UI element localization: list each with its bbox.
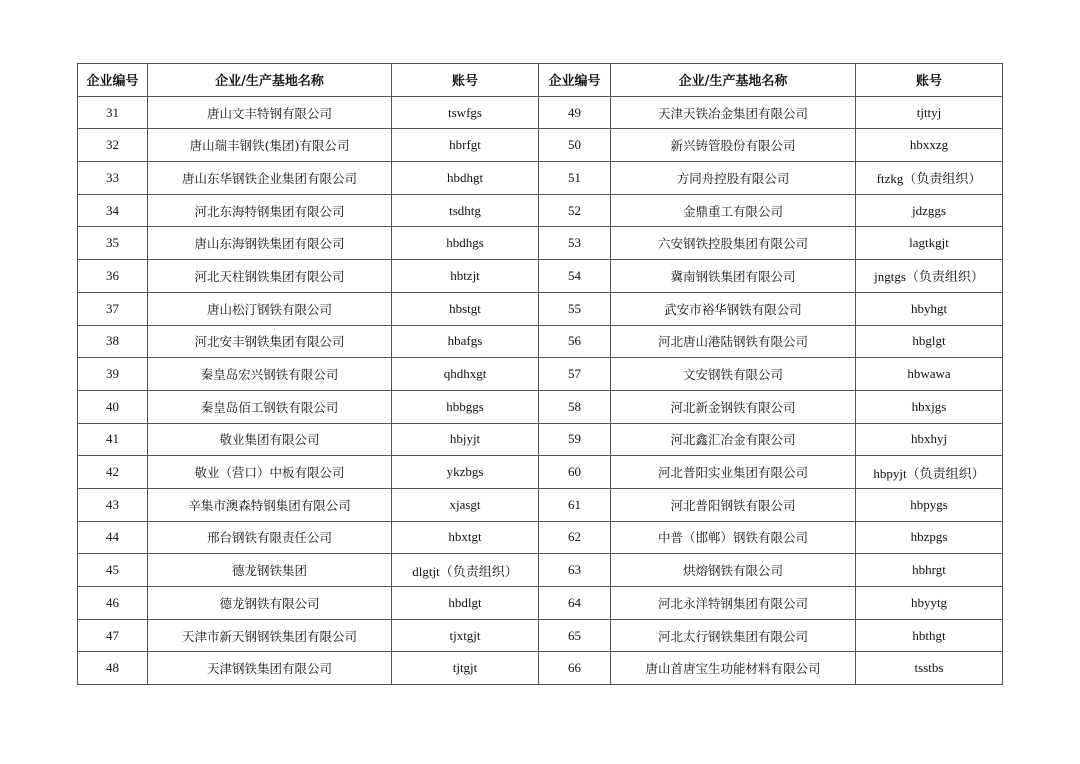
account-cell: tswfgs	[392, 96, 539, 129]
table-row	[78, 488, 1003, 521]
account-cell: hbxxzg	[856, 129, 1003, 162]
enterprise-id-cell: 56	[539, 325, 611, 358]
header-row	[78, 64, 1003, 97]
enterprise-id-cell: 55	[539, 292, 611, 325]
table-body	[78, 96, 1003, 684]
enterprise-id-cell: 38	[78, 325, 148, 358]
table-row	[78, 423, 1003, 456]
account-cell: hbrfgt	[392, 129, 539, 162]
table-row	[78, 162, 1003, 195]
account-cell: ykzbgs	[392, 456, 539, 489]
account-cell: tjttyj	[856, 96, 1003, 129]
account-cell: tjxtgjt	[392, 619, 539, 652]
enterprise-id-cell: 61	[539, 488, 611, 521]
enterprise-name-cell: 六安钢铁控股集团有限公司	[611, 227, 856, 260]
account-cell: tsdhtg	[392, 194, 539, 227]
account-cell: hbxtgt	[392, 521, 539, 554]
table-row	[78, 358, 1003, 391]
account-cell: hbpygs	[856, 488, 1003, 521]
enterprise-name-cell: 中普（邯郸）钢铁有限公司	[611, 521, 856, 554]
enterprise-name-cell: 辛集市澳森特钢集团有限公司	[148, 488, 392, 521]
enterprise-name-cell: 新兴铸管股份有限公司	[611, 129, 856, 162]
account-cell: jngtgs（负责组织）	[856, 260, 1003, 293]
enterprise-name-cell: 文安钢铁有限公司	[611, 358, 856, 391]
enterprise-name-cell: 天津市新天钢钢铁集团有限公司	[148, 619, 392, 652]
header-enterprise-id-left: 企业编号	[78, 64, 148, 97]
enterprise-id-cell: 35	[78, 227, 148, 260]
table-row	[78, 96, 1003, 129]
account-cell: xjasgt	[392, 488, 539, 521]
enterprise-id-cell: 33	[78, 162, 148, 195]
enterprise-name-cell: 唐山东海钢铁集团有限公司	[148, 227, 392, 260]
enterprise-name-cell: 敬业（营口）中板有限公司	[148, 456, 392, 489]
account-cell: hbxhyj	[856, 423, 1003, 456]
enterprise-id-cell: 66	[539, 652, 611, 685]
account-cell: tsstbs	[856, 652, 1003, 685]
account-cell: hbxjgs	[856, 390, 1003, 423]
enterprise-id-cell: 41	[78, 423, 148, 456]
enterprise-name-cell: 德龙钢铁有限公司	[148, 587, 392, 620]
enterprise-account-table	[77, 63, 1003, 685]
enterprise-name-cell: 冀南钢铁集团有限公司	[611, 260, 856, 293]
table-row	[78, 325, 1003, 358]
enterprise-id-cell: 40	[78, 390, 148, 423]
account-cell: hbthgt	[856, 619, 1003, 652]
account-cell: hbzpgs	[856, 521, 1003, 554]
account-cell: hbbggs	[392, 390, 539, 423]
enterprise-id-cell: 32	[78, 129, 148, 162]
table-row	[78, 194, 1003, 227]
enterprise-id-cell: 62	[539, 521, 611, 554]
enterprise-name-cell: 邢台钢铁有限责任公司	[148, 521, 392, 554]
table-row	[78, 292, 1003, 325]
account-cell: hbjyjt	[392, 423, 539, 456]
enterprise-name-cell: 河北普阳实业集团有限公司	[611, 456, 856, 489]
account-cell: hbdlgt	[392, 587, 539, 620]
enterprise-name-cell: 唐山首唐宝生功能材料有限公司	[611, 652, 856, 685]
header-enterprise-name-left: 企业/生产基地名称	[148, 64, 392, 97]
enterprise-name-cell: 秦皇岛宏兴钢铁有限公司	[148, 358, 392, 391]
enterprise-name-cell: 河北天柱钢铁集团有限公司	[148, 260, 392, 293]
account-cell: hbdhgs	[392, 227, 539, 260]
account-cell: lagtkgjt	[856, 227, 1003, 260]
account-cell: qhdhxgt	[392, 358, 539, 391]
enterprise-id-cell: 53	[539, 227, 611, 260]
account-cell: tjtgjt	[392, 652, 539, 685]
enterprise-id-cell: 59	[539, 423, 611, 456]
enterprise-name-cell: 烘熔钢铁有限公司	[611, 554, 856, 587]
account-cell: hbtzjt	[392, 260, 539, 293]
table-row	[78, 521, 1003, 554]
enterprise-id-cell: 50	[539, 129, 611, 162]
enterprise-id-cell: 57	[539, 358, 611, 391]
account-cell: hbglgt	[856, 325, 1003, 358]
enterprise-name-cell: 唐山松汀钢铁有限公司	[148, 292, 392, 325]
enterprise-id-cell: 51	[539, 162, 611, 195]
enterprise-id-cell: 39	[78, 358, 148, 391]
header-enterprise-id-right: 企业编号	[539, 64, 611, 97]
enterprise-account-table-container	[77, 63, 1002, 685]
enterprise-id-cell: 64	[539, 587, 611, 620]
enterprise-name-cell: 唐山东华钢铁企业集团有限公司	[148, 162, 392, 195]
enterprise-name-cell: 河北太行钢铁集团有限公司	[611, 619, 856, 652]
enterprise-id-cell: 60	[539, 456, 611, 489]
enterprise-name-cell: 武安市裕华钢铁有限公司	[611, 292, 856, 325]
table-header	[78, 64, 1003, 97]
enterprise-id-cell: 54	[539, 260, 611, 293]
enterprise-name-cell: 天津钢铁集团有限公司	[148, 652, 392, 685]
enterprise-id-cell: 36	[78, 260, 148, 293]
table-row	[78, 129, 1003, 162]
enterprise-id-cell: 65	[539, 619, 611, 652]
enterprise-name-cell: 唐山瑞丰钢铁(集团)有限公司	[148, 129, 392, 162]
enterprise-name-cell: 德龙钢铁集团	[148, 554, 392, 587]
table-row	[78, 227, 1003, 260]
enterprise-id-cell: 34	[78, 194, 148, 227]
table-row	[78, 260, 1003, 293]
enterprise-id-cell: 49	[539, 96, 611, 129]
account-cell: hbyytg	[856, 587, 1003, 620]
header-account-left: 账号	[392, 64, 539, 97]
enterprise-id-cell: 44	[78, 521, 148, 554]
table-row	[78, 652, 1003, 685]
account-cell: hbdhgt	[392, 162, 539, 195]
table-row	[78, 554, 1003, 587]
account-cell: dlgtjt（负责组织）	[392, 554, 539, 587]
enterprise-id-cell: 48	[78, 652, 148, 685]
enterprise-id-cell: 45	[78, 554, 148, 587]
enterprise-name-cell: 河北普阳钢铁有限公司	[611, 488, 856, 521]
enterprise-id-cell: 58	[539, 390, 611, 423]
enterprise-name-cell: 河北唐山港陆钢铁有限公司	[611, 325, 856, 358]
account-cell: hbstgt	[392, 292, 539, 325]
enterprise-name-cell: 方同舟控股有限公司	[611, 162, 856, 195]
enterprise-id-cell: 52	[539, 194, 611, 227]
enterprise-name-cell: 金鼎重工有限公司	[611, 194, 856, 227]
enterprise-id-cell: 43	[78, 488, 148, 521]
enterprise-name-cell: 天津天铁冶金集团有限公司	[611, 96, 856, 129]
enterprise-name-cell: 秦皇岛佰工钢铁有限公司	[148, 390, 392, 423]
enterprise-id-cell: 63	[539, 554, 611, 587]
account-cell: hbyhgt	[856, 292, 1003, 325]
table-row	[78, 587, 1003, 620]
account-cell: hbafgs	[392, 325, 539, 358]
enterprise-id-cell: 46	[78, 587, 148, 620]
enterprise-name-cell: 唐山文丰特钢有限公司	[148, 96, 392, 129]
account-cell: ftzkg（负责组织）	[856, 162, 1003, 195]
table-row	[78, 619, 1003, 652]
enterprise-id-cell: 42	[78, 456, 148, 489]
enterprise-id-cell: 37	[78, 292, 148, 325]
account-cell: jdzggs	[856, 194, 1003, 227]
account-cell: hbhrgt	[856, 554, 1003, 587]
enterprise-name-cell: 河北鑫汇冶金有限公司	[611, 423, 856, 456]
enterprise-name-cell: 河北新金钢铁有限公司	[611, 390, 856, 423]
enterprise-name-cell: 河北东海特钢集团有限公司	[148, 194, 392, 227]
account-cell: hbwawa	[856, 358, 1003, 391]
table-row	[78, 456, 1003, 489]
table-row	[78, 390, 1003, 423]
account-cell: hbpyjt（负责组织）	[856, 456, 1003, 489]
enterprise-name-cell: 河北永洋特钢集团有限公司	[611, 587, 856, 620]
enterprise-name-cell: 敬业集团有限公司	[148, 423, 392, 456]
enterprise-id-cell: 47	[78, 619, 148, 652]
enterprise-name-cell: 河北安丰钢铁集团有限公司	[148, 325, 392, 358]
header-enterprise-name-right: 企业/生产基地名称	[611, 64, 856, 97]
header-account-right: 账号	[856, 64, 1003, 97]
enterprise-id-cell: 31	[78, 96, 148, 129]
